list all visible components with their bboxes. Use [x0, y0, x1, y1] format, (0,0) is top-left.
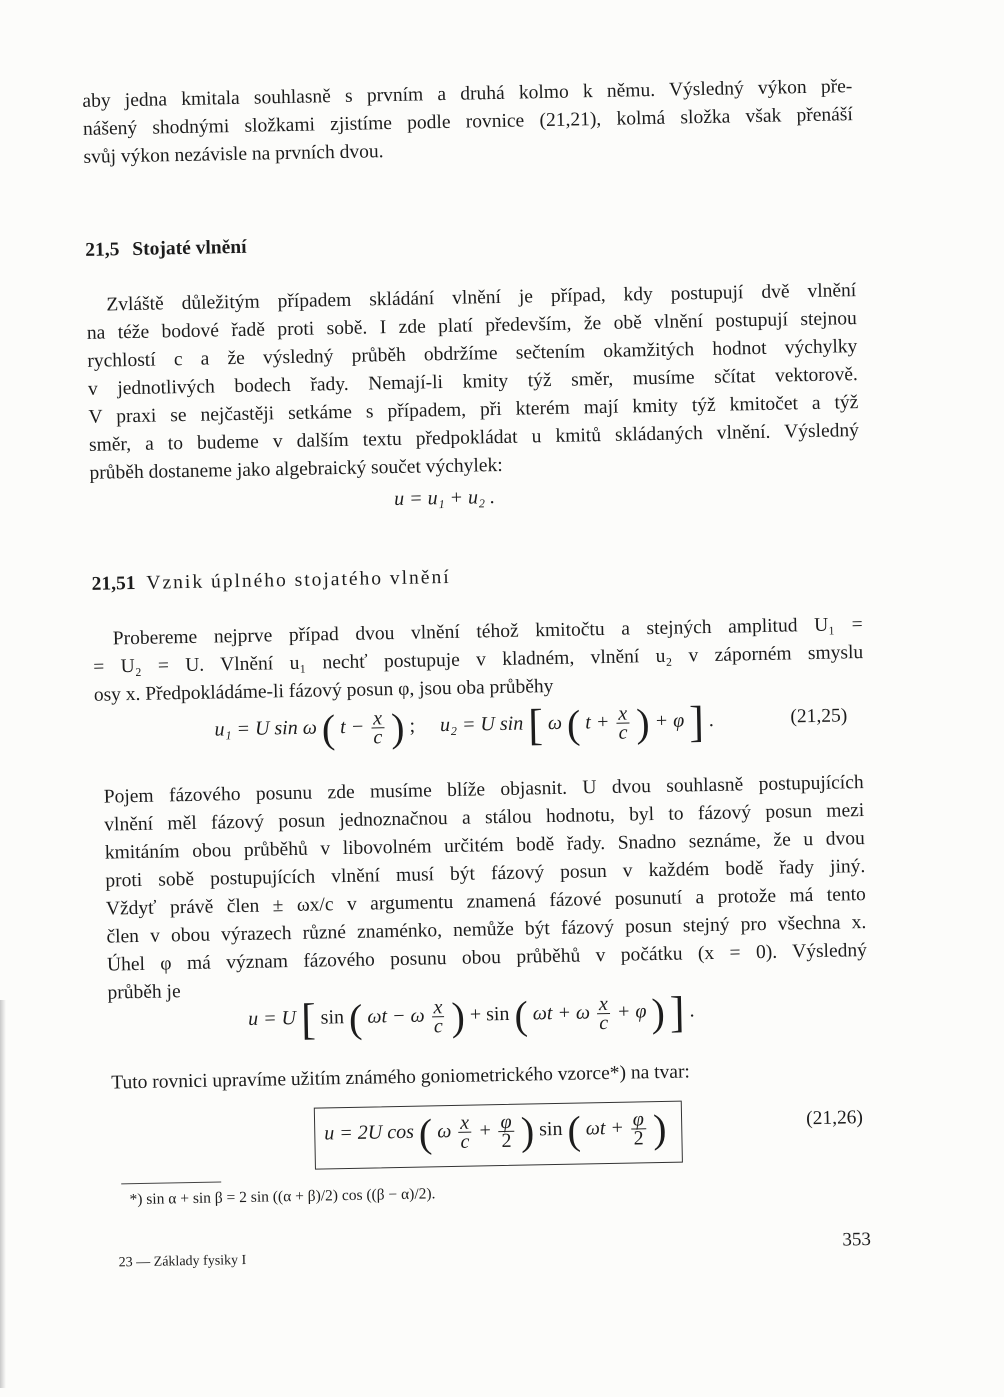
paren-close: ) [651, 989, 666, 1036]
eqsum2-lhs: u = U [247, 1007, 297, 1030]
intro-paragraph [82, 73, 853, 172]
page-number: 353 [842, 1228, 872, 1251]
intro-line: nášený shodnými složkami zjistíme podle rovnice (21,21), kolmá složka však přenáší [82, 104, 854, 140]
section-number: 21,5 [85, 239, 120, 261]
eq25-lhs1: u₁ = U sin ω [214, 716, 318, 741]
subsection-line: Vždyť právě člen ± ωx/c v argumentu znamená fázové posunutí a protože má tento [105, 884, 867, 920]
frac-denominator: c [460, 1130, 470, 1153]
bracket-open: [ [527, 700, 544, 750]
paren-close: ) [652, 1105, 667, 1152]
eq25-t1: t − [339, 715, 365, 739]
frac-denominator: c [599, 1011, 609, 1035]
subsection-line: průběh je [107, 981, 181, 1004]
frac-numerator: x [618, 702, 628, 725]
section-heading [85, 237, 247, 262]
section-line: v jednotlivých bodech řady. Nemají-li kmity týž směr, musíme sčítat vektorově. [87, 364, 859, 400]
intro-line: svůj výkon nezávisle na prvních dvou. [83, 141, 384, 168]
eqsum2-arg1: ωt − ω [367, 1004, 425, 1028]
paren-close: ) [520, 1108, 535, 1154]
frac-numerator: x [598, 992, 609, 1016]
frac-numerator: x [459, 1111, 470, 1134]
equation-21-26 [324, 1105, 667, 1159]
section-line: průběh dostaneme jako algebraický součet výchylek: [89, 454, 503, 484]
eq25-omega: ω [547, 711, 563, 735]
eq25-sep: ; [409, 714, 416, 737]
section-line: na téže bodové řadě proti sobě. I zde platí především, že obě vlnění postupují stejnou [86, 308, 857, 344]
fraction-x-over-c [371, 707, 385, 749]
paren-open: ( [566, 701, 581, 747]
section-title: Stojaté vlnění [132, 236, 247, 260]
eq26-plus: + [478, 1119, 492, 1142]
subsection-line: Pojem fázového posunu zde musíme blíže objasnit. U dvou souhlasně postupujících [103, 772, 864, 808]
subsection-line: člen v obou výrazech různé znaménko, nemůže být fázový posun stejný pro všechna x. [106, 912, 867, 948]
bracket-close: ] [669, 987, 685, 1037]
eq25-plus-phi: + φ [654, 709, 685, 733]
eq26-lhs: u = 2U cos [324, 1120, 415, 1145]
fraction-phi-over-2 [498, 1110, 514, 1153]
fraction-x-over-c [616, 702, 630, 744]
footnote-rule [121, 1181, 221, 1184]
section-paragraph [86, 277, 860, 487]
paren-close: ) [390, 704, 405, 751]
subsection-line: osy x. Předpokládáme-li fázový posun φ, jsou oba průběhy [93, 675, 554, 706]
eq25-end: . [708, 708, 715, 732]
equation-21-25 [214, 696, 714, 757]
equation-number-21-26: (21,26) [805, 1107, 864, 1130]
paren-open: ( [348, 995, 363, 1041]
frac-numerator: x [433, 996, 443, 1019]
eqsum2-plus-sin: + sin [469, 1002, 510, 1026]
eqsum2-end: . [689, 999, 695, 1022]
paren-close: ) [635, 700, 651, 746]
paren-open: ( [418, 1110, 433, 1156]
frac-numerator: φ [632, 1108, 645, 1131]
eq25-t2: t + [585, 711, 610, 734]
subsection-line: Úhel φ má význam fázového posunu obou průběhů v počátku (x = 0). Výsledný [106, 940, 868, 976]
equation-resulting-wave [248, 986, 695, 1046]
eq26-omega: ω [436, 1120, 452, 1143]
footer-book-signature: 23 — Základy fysiky I [118, 1252, 247, 1271]
subsection-number: 21,51 [91, 572, 136, 595]
eqsum2-arg2b: + φ [616, 1000, 647, 1023]
fraction-phi-over-2 [631, 1108, 647, 1150]
subsection-title: Vznik úplného stojatého vlnění [146, 566, 451, 594]
fraction-x-over-c [597, 992, 611, 1035]
subsection-heading [92, 567, 451, 596]
eqsum2-arg2: ωt + ω [532, 1001, 591, 1025]
paren-open: ( [567, 1107, 582, 1153]
frac-denominator: c [373, 726, 383, 749]
eq26-wt: ωt + [585, 1116, 625, 1140]
subsection-line: proti sobě postupujících vlnění musí být fázový posun v každém bodě řady jiný. [105, 856, 866, 892]
paren-open: ( [321, 706, 336, 752]
frac-denominator: c [433, 1015, 443, 1038]
equation-sum: u = u₁ + u₂ . [393, 486, 496, 510]
footnote: *) sin α + sin β = 2 sin ((α + β)/2) cos ((β − α)/2). [129, 1185, 436, 1209]
subsection-paragraph-2 [104, 769, 868, 1008]
frac-denominator: 2 [633, 1127, 644, 1150]
frac-numerator: x [372, 707, 383, 730]
eqsum2-sin: sin [320, 1006, 345, 1029]
paren-open: ( [514, 992, 529, 1038]
section-line: rychlostí c a že výsledný průběh obdržíme sečtením okamžitých hodnot výchylky [87, 336, 858, 372]
section-line: V praxi se nejčastěji setkáme s případem, při kterém mají kmity týž kmitočet a týž [88, 392, 859, 428]
section-line: směr, a to budeme v dalším textu předpokládat u kmitů skládaných vlnění. Výsledný [88, 420, 860, 456]
fraction-x-over-c [431, 996, 445, 1038]
subsection-line: = U₂ = U. Vlnění u₁ nechť postupuje v kladném, vlnění u₂ v záporném smyslu [93, 642, 864, 678]
subsection-line: Probereme nejprve případ dvou vlnění téhož kmitočtu a stejných amplitud U₁ = [112, 614, 863, 650]
fraction-x-over-c [458, 1111, 472, 1153]
intro-line: aby jedna kmitala souhlasně s prvním a druhá kolmo k němu. Výsledný výkon pře- [82, 76, 853, 112]
subsection-paragraph-1 [93, 611, 864, 709]
eq26-sin: sin [538, 1117, 563, 1141]
frac-numerator: φ [500, 1110, 512, 1134]
subsection-line: vlnění měl fázový posun jednoznačnou a stálou hodnotu, byl to fázový posun mezi [104, 800, 865, 836]
bracket-close: ] [688, 697, 705, 747]
eq25-lhs2: u₂ = U sin [439, 712, 524, 737]
subsection-line: Tuto rovnici upravíme užitím známého goniometrického vzorce*) na tvar: [111, 1061, 691, 1094]
equation-number-21-25: (21,25) [790, 705, 848, 728]
frac-denominator: c [618, 721, 628, 744]
paren-close: ) [451, 993, 466, 1039]
bracket-open: [ [300, 994, 317, 1044]
subsection-line: kmitáním obou průběhů v libovolném určitém bodě řady. Snadno seznáme, že u dvou [104, 828, 865, 864]
subsection-paragraph-3 [111, 1055, 871, 1098]
section-line: Zvláště důležitým případem skládání vlnění je případ, kdy postupují dvě vlnění [106, 280, 857, 316]
scan-edge-shadow [0, 1000, 6, 1388]
frac-denominator: 2 [501, 1129, 512, 1153]
